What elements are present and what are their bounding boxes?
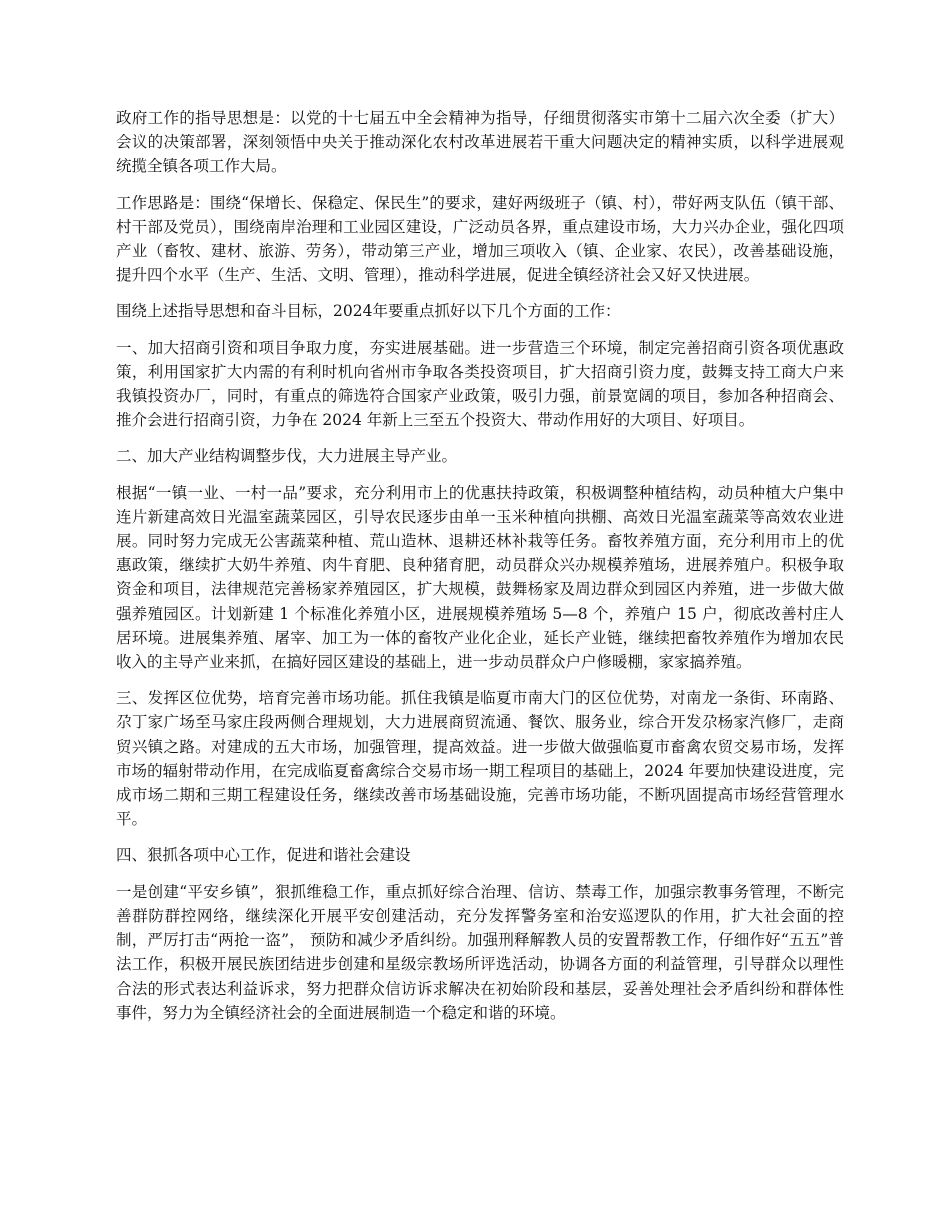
paragraph-industry-detail: 根据“一镇一业、一村一品”要求，充分利用市上的优惠扶持政策，积极调整种植结构，动员种植大户集中连片新建高效日光温室蔬菜园区，引导农民逐步由单一玉米种植向拱棚、高效日光温室蔬菜等高效农业进展。同时努力完成无公害蔬菜种植、荒山造林、退耕还林补栽等任务。畜牧养殖方面，充分利用市上的优惠政策，继续扩大奶牛养殖、肉牛育肥、良种猪育肥，动员群众兴办规模养殖场，进展养殖户。积极争取资金和项目，法律规范完善杨家养殖园区，扩大规模，鼓舞杨家及周边群众到园区内养殖，进一步做大做强养殖园区。计划新建 1 个标准化养殖小区，进展规模养殖场 5—8 个，养殖户 15 户，彻底改善村庄人居环境。进展集养殖、屠宰、加工为一体的畜牧产业化企业，延长产业链，继续把畜牧养殖作为增加农民收入的主导产业来抓，在搞好园区建设的基础上，进一步动员群众户户修暖棚，家家搞养殖。 bbox=[116, 483, 844, 672]
paragraph-heading-industry: 二、加大产业结构调整步伐，大力进展主导产业。 bbox=[116, 447, 458, 466]
paragraph-guiding-ideology: 政府工作的指导思想是：以党的十七届五中全会精神为指导，仔细贯彻落实市第十二届六次全委（扩大）会议的决策部署，深刻领悟中央关于推动深化农村改革进展若干重大问题决定的精神实质，以科学进展观统揽全镇各项工作大局。 bbox=[116, 109, 844, 176]
paragraph-heading-society: 四、狠抓各项中心工作，促进和谐社会建设 bbox=[116, 846, 411, 865]
paragraph-intro-2024: 围绕上述指导思想和奋斗目标，2024年要重点抓好以下几个方面的工作： bbox=[116, 302, 621, 321]
document-body bbox=[116, 106, 844, 1037]
paragraph-work-approach: 工作思路是：围绕“保增长、保稳定、保民生”的要求，建好两级班子（镇、村），带好两支队伍（镇干部、村干部及党员），围绕南岸治理和工业园区建设，广泛动员各界，重点建设市场，大力兴办企业，强化四项产业（畜牧、建材、旅游、劳务），带动第三产业，增加三项收入（镇、企业家、农民），改善基础设施，提升四个水平（生产、生活、文明、管理），推动科学进展，促进全镇经济社会又好又快进展。 bbox=[116, 193, 844, 285]
paragraph-market: 三、发挥区位优势，培育完善市场功能。抓住我镇是临夏市南大门的区位优势，对南龙一条街、环南路、尕丁家广场至马家庄段两侧合理规划，大力进展商贸流通、餐饮、服务业，综合开发尕杨家汽修厂，走商贸兴镇之路。对建成的五大市场，加强管理，提高效益。进一步做大做强临夏市畜禽农贸交易市场，发挥市场的辐射带动作用，在完成临夏畜禽综合交易市场一期工程项目的基础上，2024 年要加快建设进度，完成市场二期和三期工程建设任务，继续改善市场基础设施，完善市场功能，不断巩固提高市场经营管理水平。 bbox=[116, 689, 844, 829]
paragraph-safe-town: 一是创建“平安乡镇”，狠抓维稳工作，重点抓好综合治理、信访、禁毒工作，加强宗教事务管理，不断完善群防群控网络，继续深化开展平安创建活动，充分发挥警务室和治安巡逻队的作用，扩大社会面的控制，严厉打击“两抢一盗”， 预防和减少矛盾纠纷。加强刑释解教人员的安置帮教工作，仔细作好“五五”普法工作，积极开展民族团结进步创建和星级宗教场所评选活动，协调各方面的利益管理，引导群众以理性合法的形式表达利益诉求，努力把群众信访诉求解决在初始阶段和基层，妥善处理社会矛盾纠纷和群体性事件，努力为全镇经济社会的全面进展制造一个稳定和谐的环境。 bbox=[116, 882, 844, 1022]
paragraph-investment: 一、加大招商引资和项目争取力度，夯实进展基础。进一步营造三个环境，制定完善招商引资各项优惠政策，利用国家扩大内需的有利时机向省州市争取各类投资项目，扩大招商引资力度，鼓舞支持工商大户来我镇投资办厂，同时，有重点的筛选符合国家产业政策，吸引力强，前景宽阔的项目，参加各种招商会、推介会进行招商引资，力争在 2024 年新上三至五个投资大、带动作用好的大项目、好项目。 bbox=[116, 338, 844, 430]
